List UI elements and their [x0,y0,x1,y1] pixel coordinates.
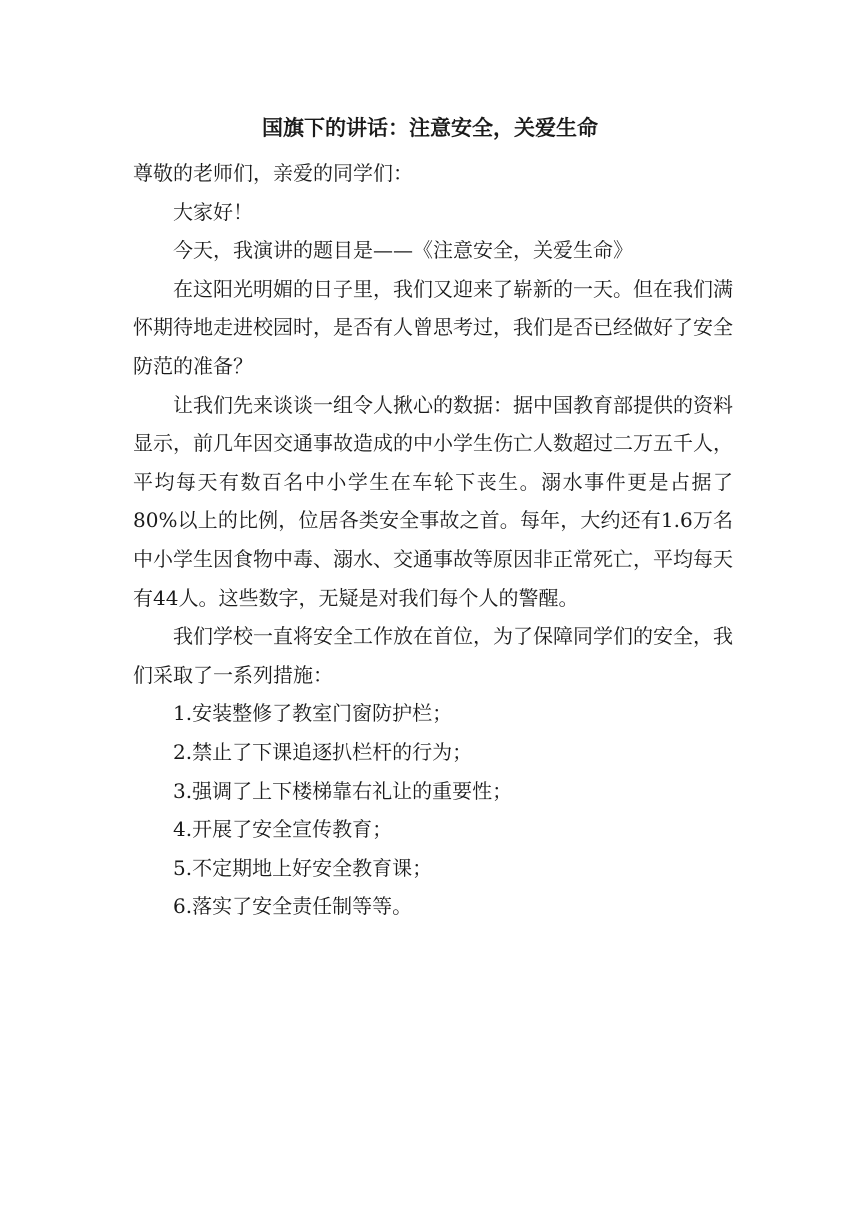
measure-item: 2.禁止了下课追逐扒栏杆的行为； [173,739,473,764]
paragraph-school-measures: 我们学校一直将安全工作放在首位，为了保障同学们的安全，我们采取了一系列措施： [133,624,733,687]
measure-item: 6.落实了安全责任制等等。 [173,894,413,919]
paragraph-statistics: 让我们先来谈谈一组令人揪心的数据：据中国教育部提供的资料显示，前几年因交通事故造成的中小学生伤亡人数超过二万五千人，平均每天有数百名中小学生在车轮下丧生。溺水事件更是占据了80%以上的比例，位居各类安全事故之首。每年，大约还有1.6万名中小学生因食物中毒、溺水、交通事故等原因非正常死亡，平均每天有44人。这些数字，无疑是对我们每个人的警醒。 [133,392,733,610]
greeting: 大家好！ [173,199,253,224]
document-title: 国旗下的讲话：注意安全，关爱生命 [262,116,598,140]
salutation: 尊敬的老师们，亲爱的同学们： [133,161,413,185]
document-body [133,154,733,926]
measure-item: 5.不定期地上好安全教育课； [173,855,433,880]
measure-item: 4.开展了安全宣传教育； [173,817,393,842]
speech-topic: 今天，我演讲的题目是——《注意安全，关爱生命》 [173,238,633,263]
measure-item: 1.安装整修了教室门窗防护栏； [173,701,453,726]
measure-item: 3.强调了上下楼梯靠右礼让的重要性； [173,778,513,803]
paragraph-intro: 在这阳光明媚的日子里，我们又迎来了崭新的一天。但在我们满怀期待地走进校园时，是否有人曾思考过，我们是否已经做好了安全防范的准备？ [133,276,733,378]
